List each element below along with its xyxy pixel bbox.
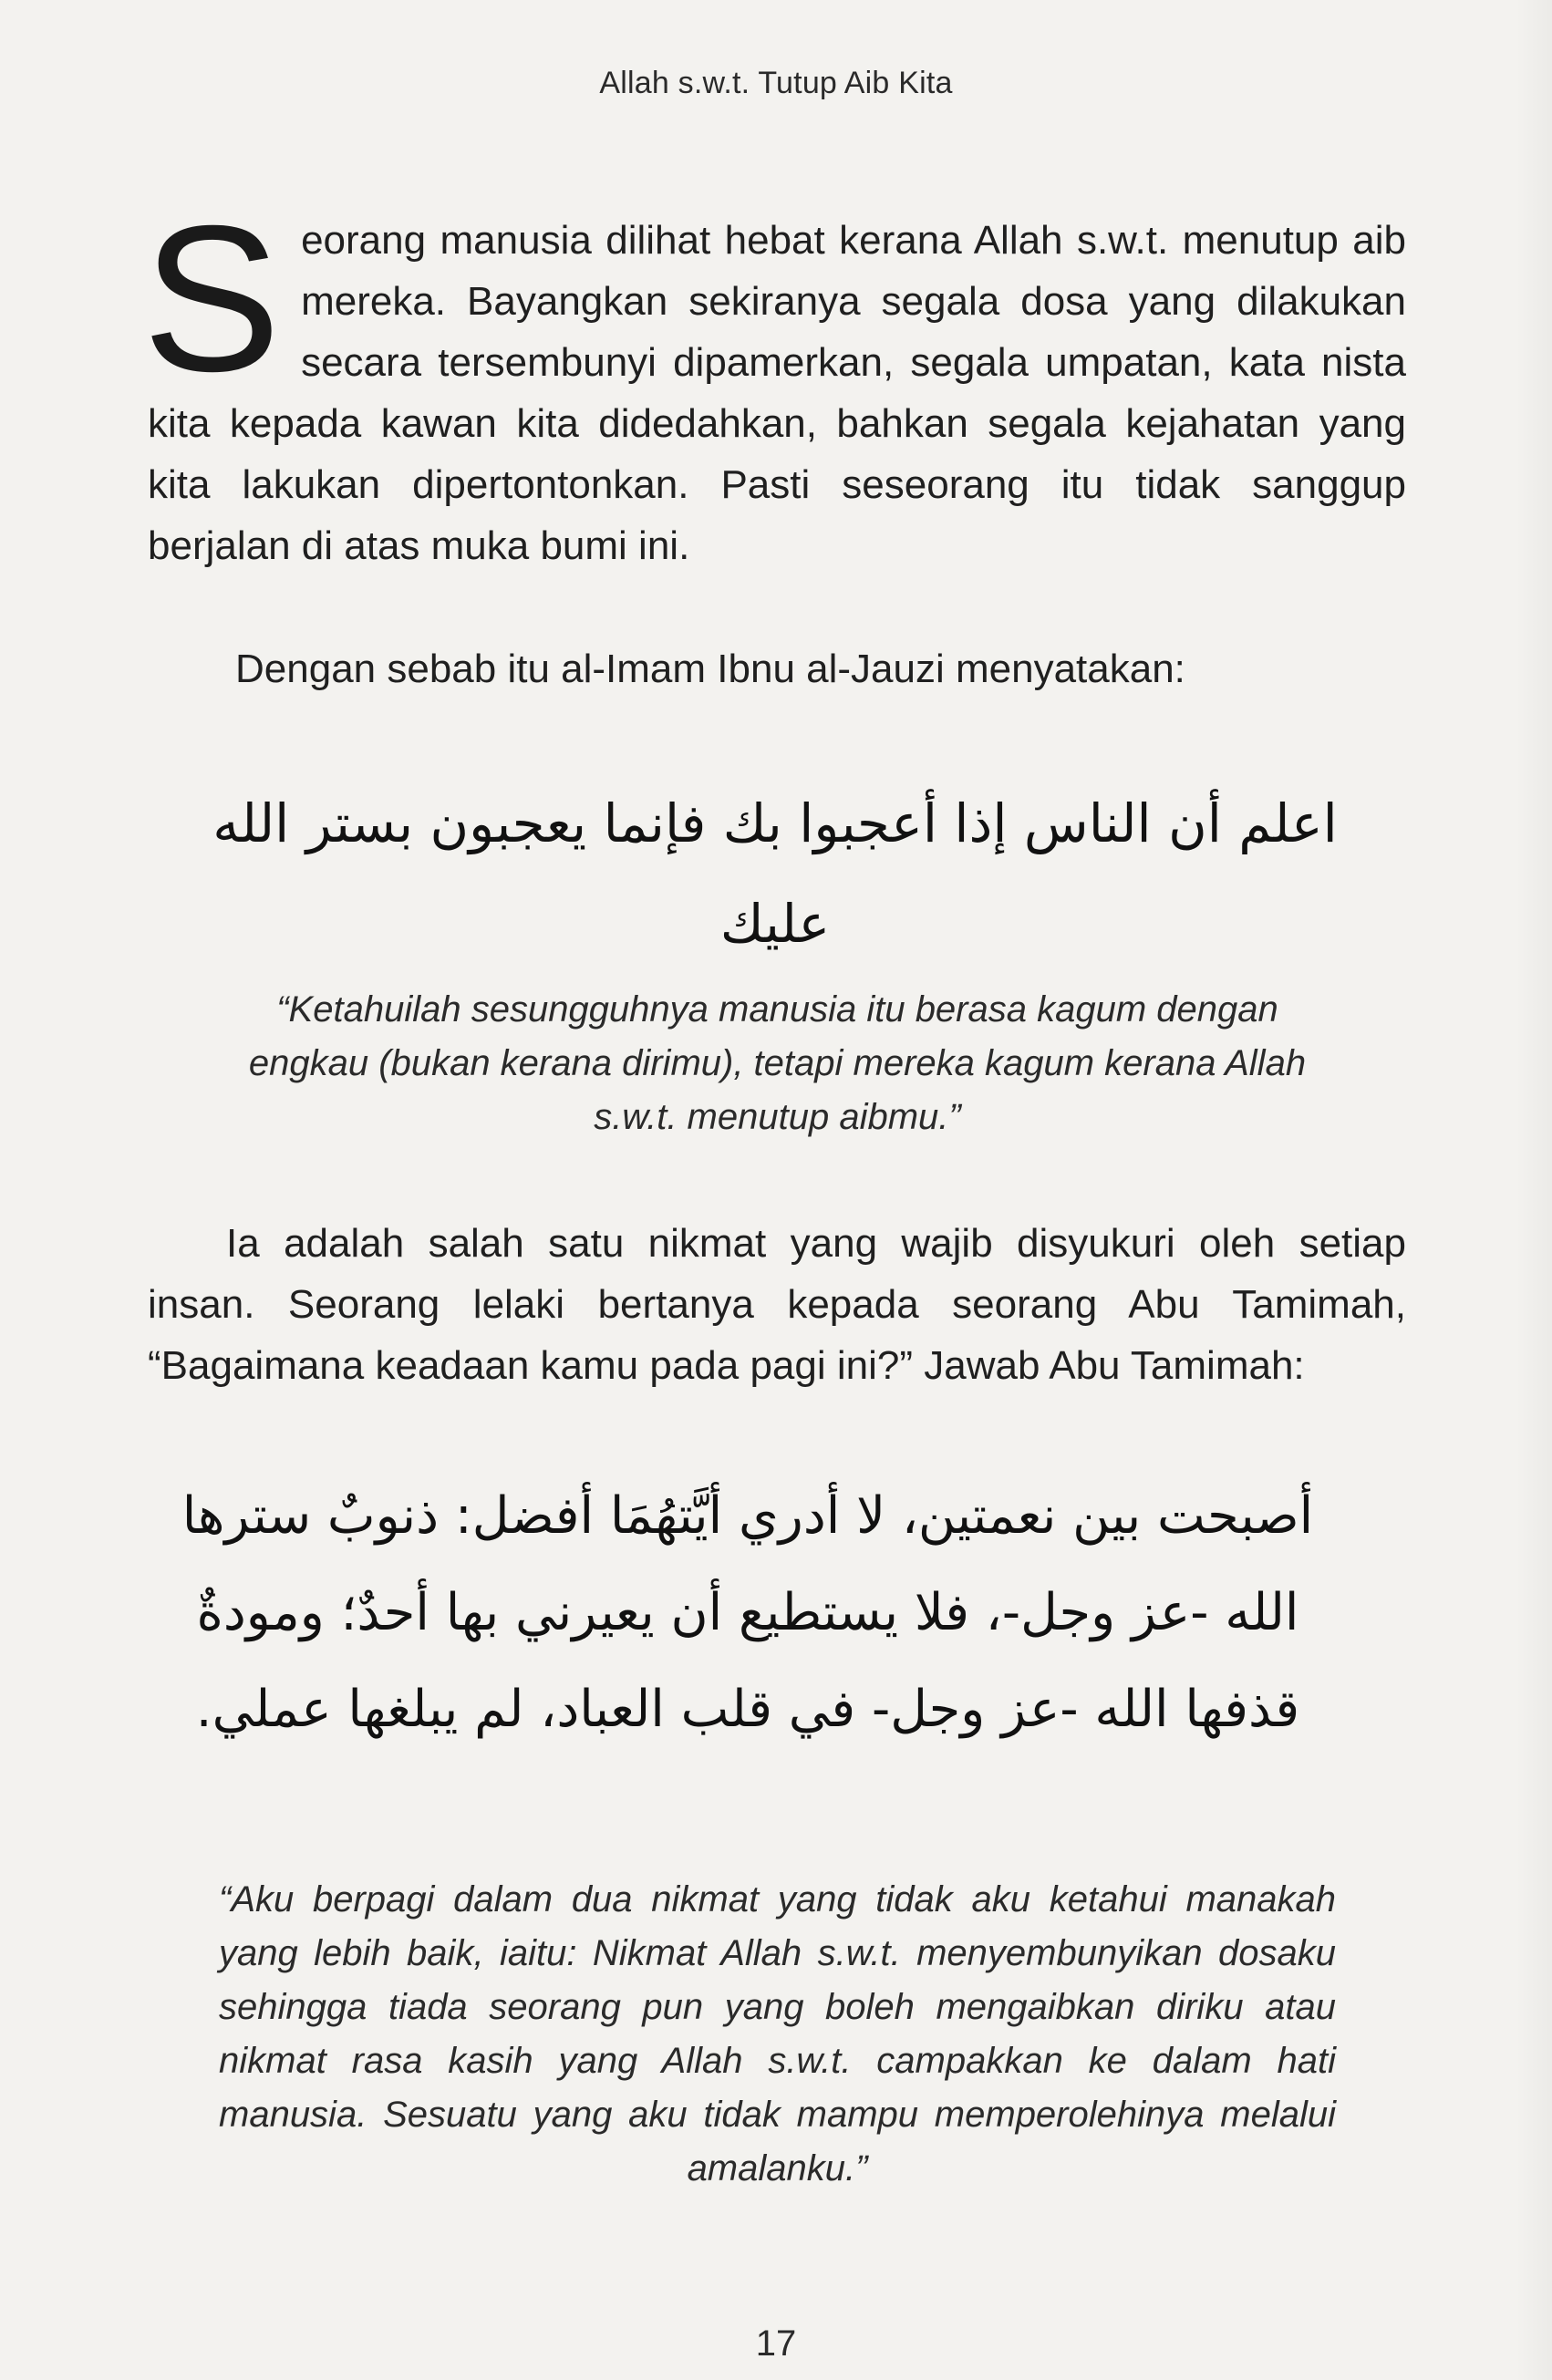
page-number: 17 — [755, 2323, 797, 2364]
arabic-quote-ibnu-al-jauzi: اعلم أن الناس إذا أعجبوا بك فإنما يعجبون بستر الله عليك — [212, 792, 1338, 955]
drop-cap: S — [142, 183, 282, 415]
second-paragraph: Ia adalah salah satu nikmat yang wajib disyukuri oleh setiap insan. Seorang lelaki bertanya kepada seorang Abu Tamimah, “Bagaimana keadaan kamu pada pagi ini?” Jawab Abu Tamimah: — [148, 1221, 1406, 1388]
translation-quote-2: “Aku berpagi dalam dua nikmat yang tidak aku ketahui manakah yang lebih baik, iaitu: Nikmat Allah s.w.t. menyembunyikan dosaku sehingga tiada seorang pun yang boleh mengaibkan diriku atau nikmat rasa kasih yang Allah s.w.t. campakkan ke dalam hati manusia. Sesuatu yang aku tidak mampu memperolehinya melalui amalanku.” — [219, 1879, 1336, 2189]
arabic-quote-abu-tamimah: أصبحت بين نعمتين، لا أدري أيَّتهُمَا أفضل: ذنوبٌ سترها الله -عز وجل-، فلا يستطيع أن يعيرني بها أحدٌ؛ ومودةٌ قذفها الله -عز وجل- في قلب العباد، لم يبلغها عملي. — [181, 1486, 1314, 1739]
translation-quote-1: “Ketahuilah sesungguhnya manusia itu berasa kagum dengan engkau (bukan kerana dirimu), tetapi mereka kagum kerana Allah s.w.t. menutup aibmu.” — [248, 989, 1307, 1137]
page-edge-shadow — [1516, 0, 1552, 2380]
opening-paragraph-text: eorang manusia dilihat hebat kerana Allah s.w.t. menutup aib mereka. Bayangkan sekiranya segala dosa yang dilakukan secara tersembunyi dipamerkan, segala umpatan, kata nista kita kepada kawan kita didedahkan, bahkan segala kejahatan yang kita lakukan dipertontonkan. Pasti seseorang itu tidak sanggup berjalan di atas muka bumi ini. — [148, 218, 1406, 568]
opening-paragraph — [142, 183, 1406, 576]
running-header: Allah s.w.t. Tutup Aib Kita — [599, 66, 953, 100]
quote-intro-line: Dengan sebab itu al-Imam Ibnu al-Jauzi menyatakan: — [235, 647, 1185, 691]
